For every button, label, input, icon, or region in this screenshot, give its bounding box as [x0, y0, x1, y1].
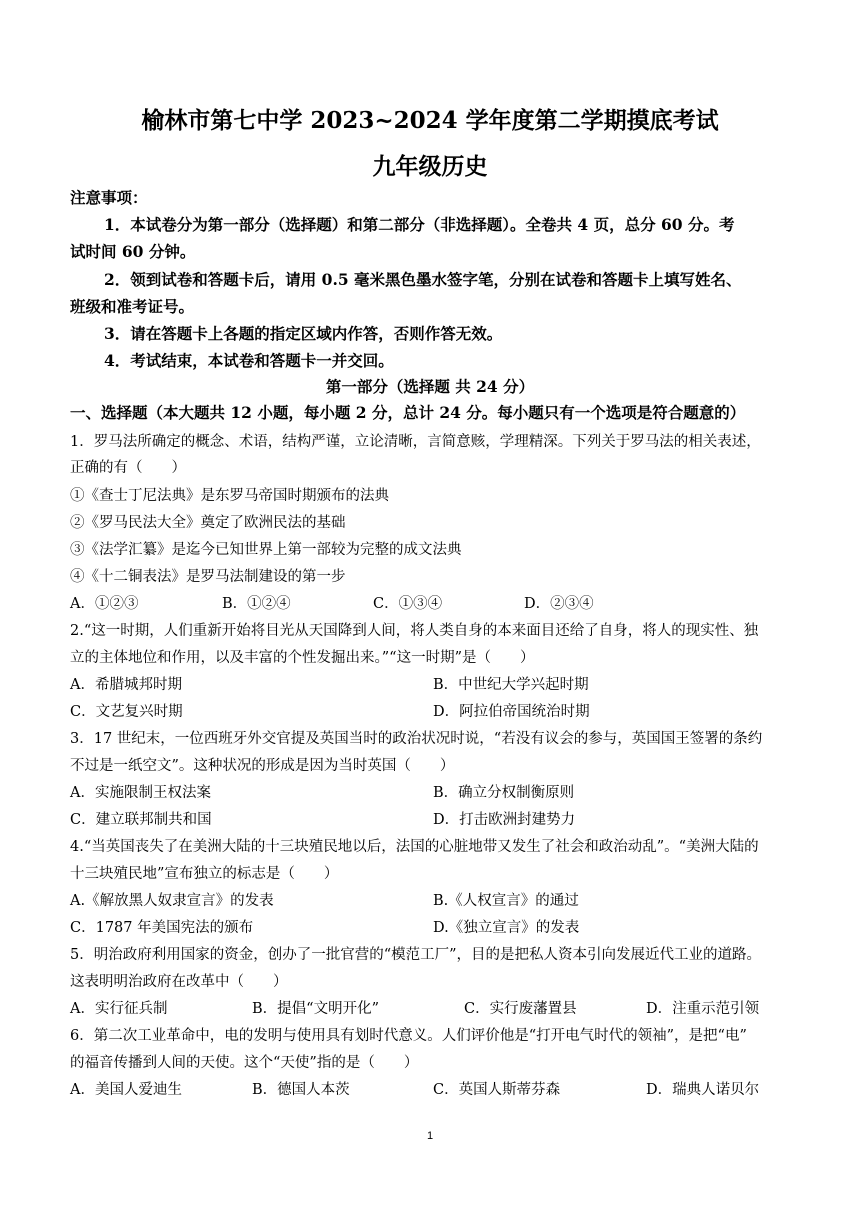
q1-option-b: B．①②④	[222, 596, 291, 612]
q6-stem-line-1: 6．第二次工业革命中，电的发明与使用具有划时代意义。人们评价他是“打开电气时代的领袖”，是把“电”	[70, 1028, 747, 1044]
q2-option-a: A．希腊城邦时期	[70, 677, 182, 693]
q2-option-b: B．中世纪大学兴起时期	[433, 677, 589, 693]
q3-option-b: B．确立分权制衡原则	[433, 785, 575, 801]
notice-item-1-line-1: 1．本试卷分为第一部分（选择题）和第二部分（非选择题）。全卷共 4 页，总分 60 分。考	[104, 215, 735, 234]
q2-option-d: D．阿拉伯帝国统治时期	[433, 704, 590, 720]
exam-subtitle: 九年级历史	[372, 153, 488, 180]
section-heading: 一、选择题（本大题共 12 小题，每小题 2 分，总计 24 分。每小题只有一个选项是符合题意的）	[70, 403, 746, 422]
q5-option-b: B．提倡“文明开化”	[252, 1001, 379, 1017]
q1-stem-line-2: 正确的有（ ）	[70, 460, 186, 476]
q2-option-c: C．文艺复兴时期	[70, 704, 183, 720]
q4-option-b: B.《人权宣言》的通过	[433, 893, 579, 909]
q5-option-d: D．注重示范引领	[646, 1001, 760, 1017]
notice-item-2-line-1: 2．领到试卷和答题卡后，请用 0.5 毫米黑色墨水签字笔，分别在试卷和答题卡上填写姓名、	[104, 270, 742, 289]
q5-option-a: A．实行征兵制	[70, 1001, 168, 1017]
q6-option-d: D．瑞典人诺贝尔	[646, 1082, 760, 1098]
q6-option-b: B．德国人本茨	[252, 1082, 350, 1098]
q6-option-a: A．美国人爱迪生	[70, 1082, 182, 1098]
q4-stem-line-1: 4.“当英国丧失了在美洲大陆的十三块殖民地以后，法国的心脏地带又发生了社会和政治动乱”。“美洲大陆的	[70, 839, 759, 855]
notice-heading: 注意事项：	[70, 188, 148, 207]
notice-item-4: 4．考试结束，本试卷和答题卡一并交回。	[104, 351, 394, 370]
q1-option-a: A．①②③	[70, 596, 139, 612]
q4-option-a: A.《解放黑人奴隶宣言》的发表	[70, 893, 274, 909]
q6-option-c: C．英国人斯蒂芬森	[433, 1082, 561, 1098]
q6-stem-line-2: 的福音传播到人间的天使。这个“天使”指的是（ ）	[70, 1055, 419, 1071]
q5-option-c: C．实行废藩置县	[464, 1001, 577, 1017]
q3-stem-line-2: 不过是一纸空文”。这种状况的形成是因为当时英国（ ）	[70, 758, 455, 774]
q1-option-c: C．①③④	[373, 596, 443, 612]
q4-option-c: C．1787 年美国宪法的颁布	[70, 920, 254, 936]
notice-item-2-line-2: 班级和准考证号。	[70, 297, 195, 316]
part1-heading: 第一部分（选择题 共 24 分）	[325, 377, 535, 396]
q1-statement-3: ③《法学汇纂》是迄今已知世界上第一部较为完整的成文法典	[70, 542, 462, 558]
q2-stem-line-2: 立的主体地位和作用，以及丰富的个性发掘出来。”“这一时期”是（ ）	[70, 650, 535, 666]
notice-item-3: 3．请在答题卡上各题的指定区域内作答，否则作答无效。	[104, 324, 503, 343]
q3-option-d: D．打击欧洲封建势力	[433, 812, 576, 828]
q4-stem-line-2: 十三块殖民地”宣布独立的标志是（ ）	[70, 866, 339, 882]
q3-option-a: A．实施限制王权法案	[70, 785, 211, 801]
q1-stem-line-1: 1．罗马法所确定的概念、术语，结构严谨，立论清晰，言简意赅，学理精深。下列关于罗马法的相关表述，	[70, 434, 761, 450]
q4-option-d: D.《独立宣言》的发表	[433, 920, 580, 936]
q1-statement-4: ④《十二铜表法》是罗马法制建设的第一步	[70, 569, 346, 585]
q2-stem-line-1: 2.“这一时期，人们重新开始将目光从天国降到人间，将人类自身的本来面目还给了自身，将人的现实性、独	[70, 623, 759, 639]
q3-option-c: C．建立联邦制共和国	[70, 812, 212, 828]
q1-option-d: D．②③④	[524, 596, 594, 612]
q5-stem-line-2: 这表明明治政府在改革中（ ）	[70, 974, 288, 990]
page-number: 1	[426, 1130, 434, 1142]
q5-stem-line-1: 5．明治政府利用国家的资金，创办了一批官营的“模范工厂”，目的是把私人资本引向发展近代工业的道路。	[70, 947, 762, 963]
q1-statement-2: ②《罗马民法大全》奠定了欧洲民法的基础	[70, 515, 346, 531]
exam-title: 榆林市第七中学 2023~2024 学年度第二学期摸底考试	[141, 107, 719, 134]
q3-stem-line-1: 3．17 世纪末，一位西班牙外交官提及英国当时的政治状况时说，“若没有议会的参与，英国国王签署的条约	[70, 731, 763, 747]
notice-item-1-line-2: 试时间 60 分钟。	[70, 242, 196, 261]
q1-statement-1: ①《查士丁尼法典》是东罗马帝国时期颁布的法典	[70, 488, 389, 504]
